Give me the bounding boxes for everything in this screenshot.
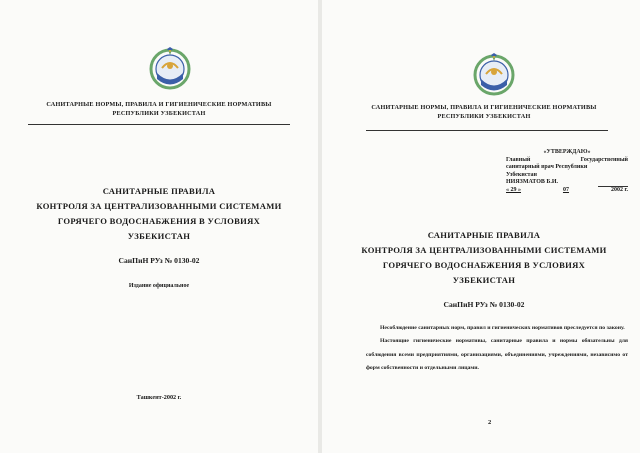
approval-date-row [506,187,628,195]
legal-notice [366,322,628,376]
document-title [10,184,308,244]
title-line-1: САНИТАРНЫЕ ПРАВИЛА [427,230,541,240]
edition-label: Издание официальное [128,283,190,289]
city-year: Ташкент-2002 г. [136,394,182,401]
approval-signatory-row [506,179,628,187]
title-line-2: КОНТРОЛЯ ЗА ЦЕНТРАЛИЗОВАННЫМИ СИСТЕМАМИ [361,245,607,255]
document-title [336,228,632,288]
approval-date-year: 2002 г. [610,186,628,193]
header-rule [28,124,290,125]
left-page [0,0,318,453]
org-line-1: САНИТАРНЫЕ НОРМЫ, ПРАВИЛА И ГИГИЕНИЧЕСКИЕ НОРМАТИВЫ [371,104,597,111]
page-number: 2 [488,419,492,426]
notice-paragraph-2: Настоящие гигиенические нормативы, санитарные правила и нормы обязательны для соблюдения всеми предприятиями, организациями, объединениями, учреждениями, независимо от форм собственности и отдельными лицами. [366,338,628,372]
org-line-2: РЕСПУБЛИКИ УЗБЕКИСТАН [112,110,206,117]
coat-of-arms-icon [148,46,192,92]
org-line-1: САНИТАРНЫЕ НОРМЫ, ПРАВИЛА И ГИГИЕНИЧЕСКИЕ НОРМАТИВЫ [46,101,272,108]
signature-line [598,179,628,187]
org-line-2: РЕСПУБЛИКИ УЗБЕКИСТАН [437,113,531,120]
approval-heading: «УТВЕРЖДАЮ» [543,149,591,155]
document-code: СанПиН РУз № 0130-02 [118,256,200,265]
notice-paragraph-1: Несоблюдение санитарных норм, правил и гигиенических нормативов преследуется по закону. [380,325,625,331]
coat-of-arms-icon [472,52,516,98]
approval-line-3: Узбекистан [506,171,537,178]
approval-date-day: « 29 » [506,186,521,193]
title-line-3: ГОРЯЧЕГО ВОДОСНАБЖЕНИЯ В УСЛОВИЯХ [57,216,261,226]
org-heading [348,103,620,121]
approval-line-2: санитарный врач Республики [506,164,588,171]
title-line-4: УЗБЕКИСТАН [127,231,191,241]
document-code: СанПиН РУз № 0130-02 [443,300,525,309]
header-rule [366,130,608,131]
approval-date-month: 07 [562,186,569,193]
title-line-3: ГОРЯЧЕГО ВОДОСНАБЖЕНИЯ В УСЛОВИЯХ [382,260,586,270]
title-line-4: УЗБЕКИСТАН [452,275,516,285]
right-page [322,0,640,453]
title-line-2: КОНТРОЛЯ ЗА ЦЕНТРАЛИЗОВАННЫМИ СИСТЕМАМИ [36,201,282,211]
approval-block [506,149,628,195]
approval-line-1-a: Главный [506,156,531,163]
approval-signatory: НИЯЗМАТОВ Б.И. [506,179,559,186]
approval-line-1-b: Государственный [580,156,628,163]
org-heading [20,100,298,118]
title-line-1: САНИТАРНЫЕ ПРАВИЛА [102,186,216,196]
